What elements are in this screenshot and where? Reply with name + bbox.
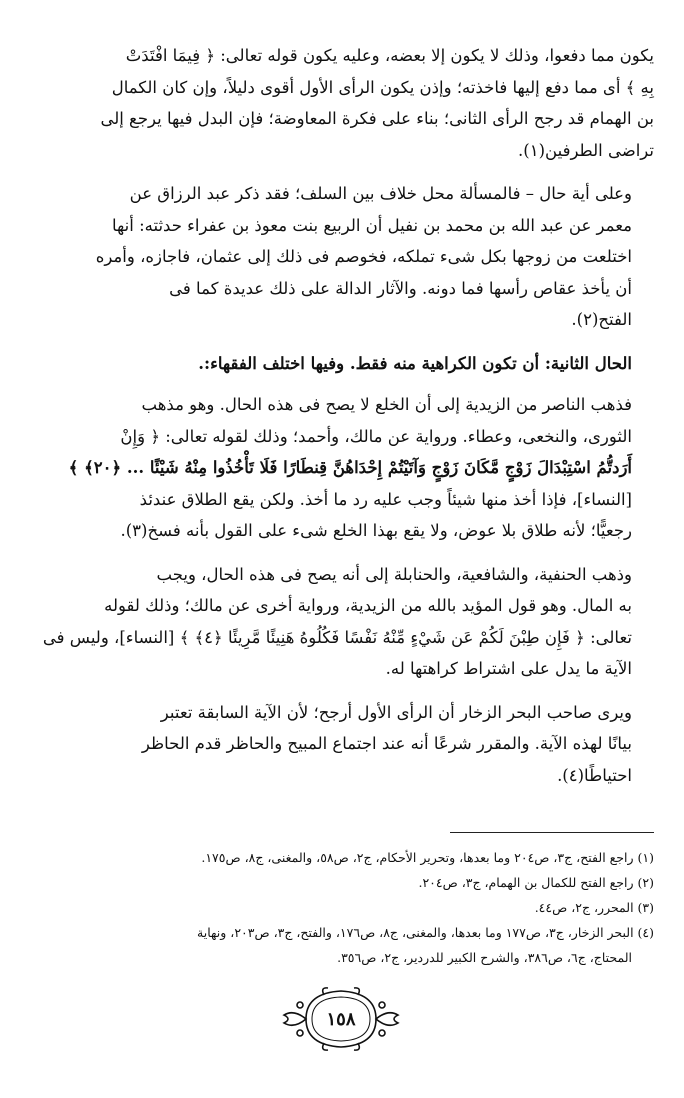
- footnote-4: (٤) البحر الزخار، ج٣، ص١٧٧ وما بعدها، والمغنى، ج٨، ص١٧٦، والفتح، ج٣، ص٢٠٣، ونهاية: [197, 925, 654, 940]
- paragraph-1: [26, 40, 654, 166]
- footnote-1: (١) راجع الفتح، ج٣، ص٢٠٤ وما بعدها، وتحرير الأحكام، ج٢، ص٥٨، والمغنى، ج٨، ص١٧٥.: [201, 850, 654, 865]
- text-line: بن الهمام قد رجح الرأى الثانى؛ بناء على فكرة المعاوضة؛ فإن البدل فيها يرجع إلى: [100, 109, 654, 128]
- paragraph-3: [26, 389, 654, 547]
- text-line: الفتح(٢).: [571, 310, 632, 329]
- paragraph-4: [26, 559, 654, 685]
- page-number: ١٥٨: [326, 1008, 356, 1030]
- text-line: بيانًا لهذه الآية. والمقرر شرعًا أنه عند اجتماع المبيح والحاظر قدم الحاظر: [141, 734, 632, 753]
- text-line: الآية ما يدل على اشتراط كراهتها له.: [385, 659, 632, 678]
- footnote-4-continued: المحتاج، ج٦، ص٣٨٦، والشرح الكبير للدردير، ج٢، ص٣٥٦.: [337, 950, 632, 965]
- text-line: [النساء]، فإذا أخذ منها شيئاً وجب عليه رد ما أخذ. ولكن يقع الطلاق عندئذ: [139, 489, 632, 509]
- paragraph-2: [26, 178, 654, 336]
- text-line: بِهِ ﴾ أى مما دفع إليها فاخذته؛ وإذن يكون الرأى الأول أقوى دليلاً، وإن كان الكمال: [111, 77, 654, 97]
- text-line: يكون مما دفعوا، وذلك لا يكون إلا بعضه، وعليه يكون قوله تعالى: ﴿ فِيمَا افْتَدَتْ: [125, 46, 654, 65]
- text-line: ويرى صاحب البحر الزخار أن الرأى الأول أرجح؛ لأن الآية السابقة تعتبر: [160, 702, 632, 722]
- footnote-3: (٣) المحرر، ج٢، ص٤٤.: [534, 900, 654, 915]
- text-line: احتياطًا(٤).: [557, 765, 632, 785]
- text-line: تعالى: ﴿ فَإِن طِبْنَ لَكُمْ عَن شَيْءٍ مِّنْهُ نَفْسًا فَكُلُوهُ هَنِيئًا مَّرِيئًا ﴿٤﴾ ﴾ [النساء]، وليس فى: [42, 627, 632, 647]
- text-line: به المال. وهو قول المؤيد بالله من الزيدية، ورواية أخرى عن مالك؛ وذلك لقوله: [104, 596, 632, 615]
- text-line: رجعيًّا؛ لأنه طلاق بلا عوض، ولا يقع بهذا الخلع شىء على القول بأنه فسخ(٣).: [120, 521, 632, 540]
- text-line: وذهب الحنفية، والشافعية، والحنابلة إلى أنه يصح فى هذه الحال، ويجب: [156, 564, 632, 584]
- footnote-separator: [450, 832, 654, 833]
- text-line: فذهب الناصر من الزيدية إلى أن الخلع لا يصح فى هذه الحال. وهو مذهب: [141, 395, 632, 414]
- text-line: معمر عن عبد الله بن محمد بن نفيل أن الربيع بنت معوذ بن عفراء حدثته: أنها: [112, 215, 632, 235]
- text-line: تراضى الطرفين(١).: [518, 140, 654, 160]
- section-heading: الحال الثانية: أن تكون الكراهية منه فقط. وفيها اختلف الفقهاء:.: [198, 353, 632, 373]
- text-line: أن يأخذ عقاص رأسها فما دونه. والآثار الدالة على ذلك عديدة كما فى: [169, 278, 632, 298]
- quran-verse-line: أَرَدتُّمُ اسْتِبْدَالَ زَوْجٍ مَّكَانَ زَوْجٍ وَآتَيْتُمْ إِحْدَاهُنَّ قِنطَارًا فَلَا تَأْخُذُوا مِنْهُ شَيْئًا ... ﴿٢٠﴾ ﴾: [68, 458, 632, 477]
- page-body: [26, 40, 654, 803]
- text-line: اختلعت من زوجها بكل شىء تملكه، فخوصم فى ذلك إلى عثمان، فاجازه، وأمره: [95, 247, 632, 266]
- text-line: الثورى، والنخعى، وعطاء. ورواية عن مالك، وأحمد؛ وذلك لقوله تعالى: ﴿ وَإِنْ: [120, 426, 632, 446]
- paragraph-5: [26, 697, 654, 792]
- footnote-2: (٢) راجع الفتح للكمال بن الهمام، ج٣، ص٢٠٤.: [418, 875, 654, 890]
- text-line: وعلى أية حال – فالمسألة محل خلاف بين السلف؛ فقد ذكر عبد الرزاق عن: [129, 184, 632, 203]
- footnotes: [30, 845, 654, 970]
